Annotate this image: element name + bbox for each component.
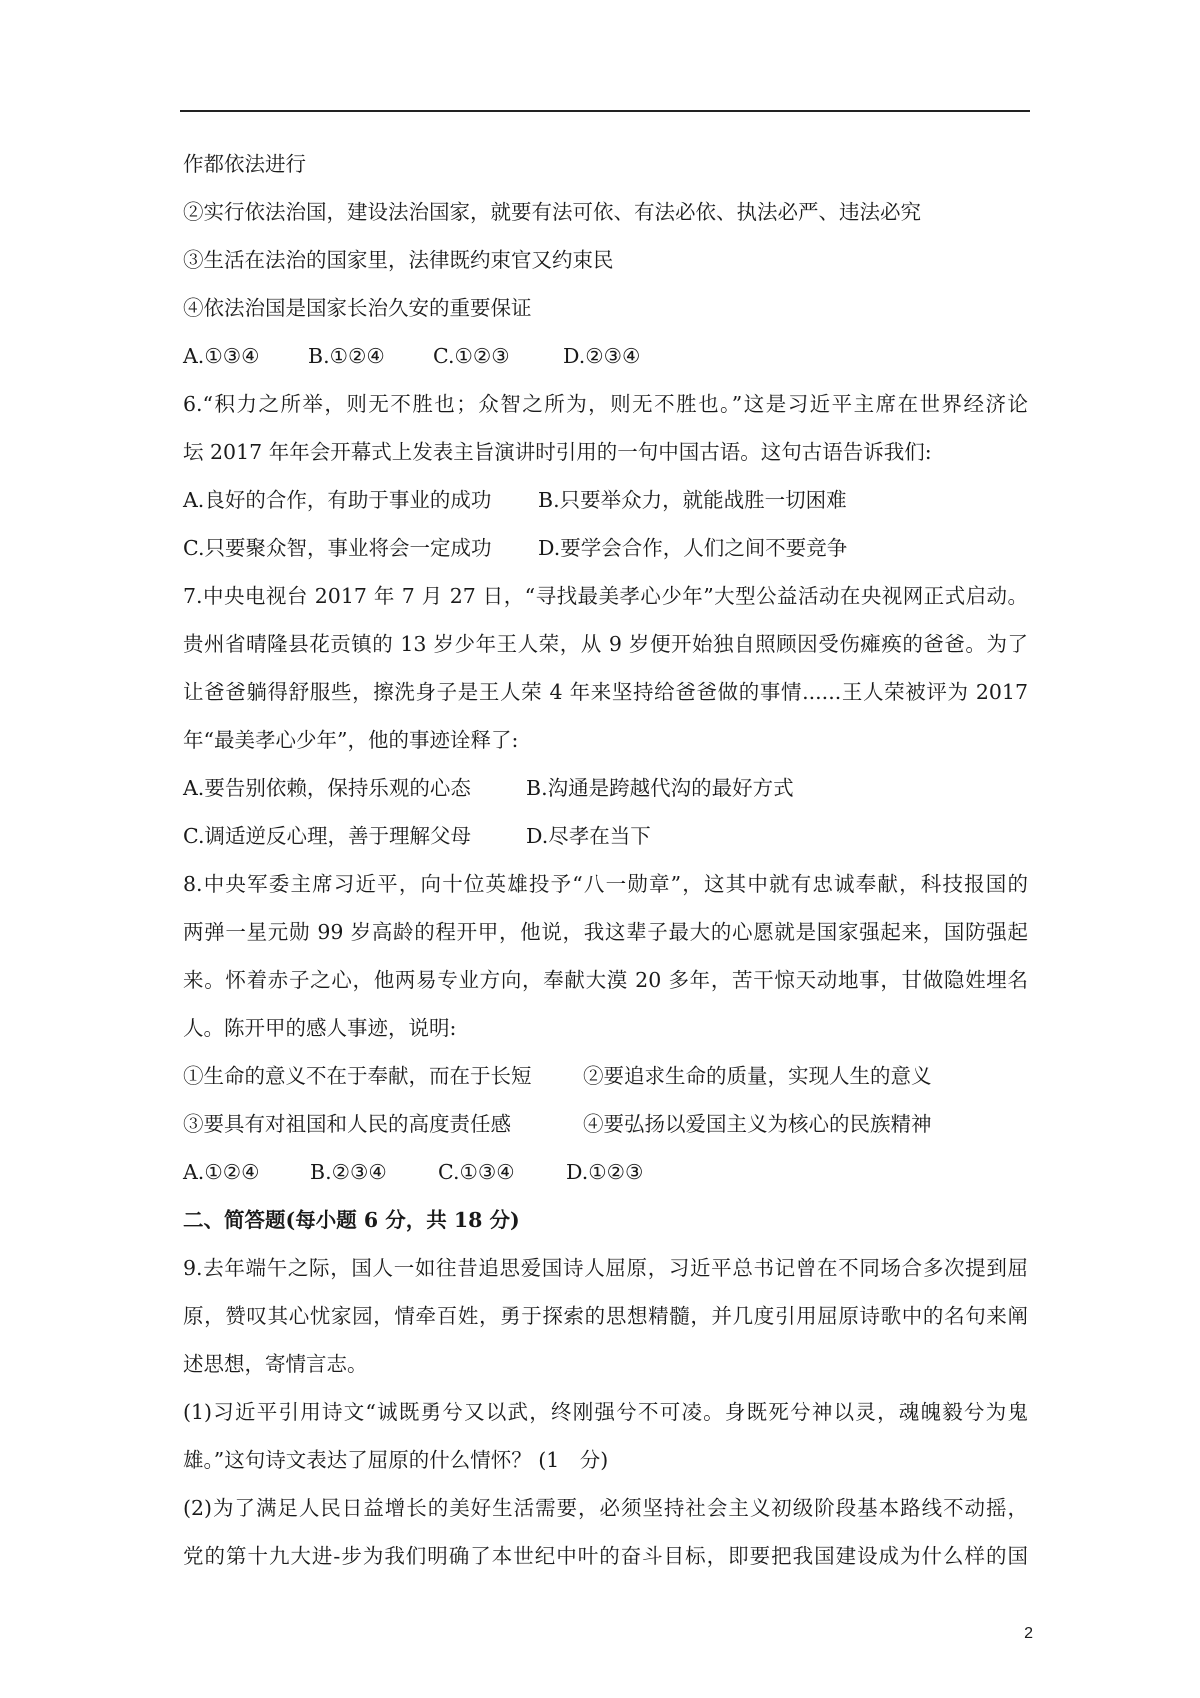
- question-9-part-1: (1)习近平引用诗文“诚既勇兮又以武，终刚强兮不可凌。身既死兮神以灵，魂魄毅兮为鬼: [183, 1400, 1028, 1424]
- option-a: A.要告别依赖，保持乐观的心态: [183, 776, 471, 800]
- option-c: C.①②③: [433, 344, 510, 368]
- answer-options: [183, 812, 1028, 860]
- continuation-line: 作都依法进行: [183, 152, 306, 176]
- answer-options: [183, 764, 1028, 812]
- header-rule: [180, 110, 1030, 112]
- option-a: A.①③④: [183, 344, 260, 368]
- section-heading: 二、简答题(每小题 6 分，共 18 分): [183, 1208, 520, 1232]
- question-9-stem: 9.去年端午之际，国人一如往昔追思爱国诗人屈原，习近平总书记曾在不同场合多次提到屈: [183, 1256, 1028, 1280]
- statement-item: ③要具有对祖国和人民的高度责任感: [183, 1112, 511, 1136]
- question-8-stem: 人。陈开甲的感人事迹，说明:: [183, 1016, 457, 1040]
- question-8-stem: 8.中央军委主席习近平，向十位英雄投予“八一勋章”，这其中就有忠诚奉献，科技报国的: [183, 872, 1028, 896]
- question-6-stem: 6.“积力之所举，则无不胜也；众智之所为，则无不胜也。”这是习近平主席在世界经济论: [183, 392, 1028, 416]
- statement-item: ①生命的意义不在于奉献，而在于长短: [183, 1064, 532, 1088]
- answer-options: [183, 524, 1028, 572]
- question-9-part-1: 雄。”这句诗文表达了屈原的什么情怀？ (1 分): [183, 1448, 609, 1472]
- option-d: D.①②③: [566, 1160, 644, 1184]
- option-b: B.沟通是跨越代沟的最好方式: [526, 776, 794, 800]
- option-d: D.要学会合作，人们之间不要竞争: [538, 536, 848, 560]
- question-7-stem: 贵州省晴隆县花贡镇的 13 岁少年王人荣，从 9 岁便开始独自照顾因受伤瘫痪的爸爸。为了: [183, 632, 1028, 656]
- page-content: [183, 140, 1028, 1580]
- statement-item: ②要追求生命的质量，实现人生的意义: [583, 1064, 932, 1088]
- answer-options: [183, 476, 1028, 524]
- statement-items: [183, 1100, 1028, 1148]
- option-b: B.②③④: [310, 1160, 387, 1184]
- option-c: C.①③④: [438, 1160, 515, 1184]
- option-c: C.只要聚众智，事业将会一定成功: [183, 536, 492, 560]
- question-9-part-2: 党的第十九大进-步为我们明确了本世纪中叶的奋斗目标，即要把我国建设成为什么样的国: [183, 1544, 1028, 1568]
- question-8-stem: 两弹一星元勋 99 岁高龄的程开甲，他说，我这辈子最大的心愿就是国家强起来，国防强起: [183, 920, 1028, 944]
- question-7-stem: 让爸爸躺得舒服些，擦洗身子是王人荣 4 年来坚持给爸爸做的事情......王人荣被评为 2017: [183, 680, 1028, 704]
- question-7-stem: 年“最美孝心少年”，他的事迹诠释了:: [183, 728, 519, 752]
- statement-item: ④依法治国是国家长治久安的重要保证: [183, 296, 532, 320]
- statement-item: ②实行依法治国，建设法治国家，就要有法可依、有法必依、执法必严、违法必究: [183, 200, 921, 224]
- answer-options: [183, 1148, 1028, 1196]
- page-number: 2: [1024, 1625, 1033, 1642]
- option-c: C.调适逆反心理，善于理解父母: [183, 824, 471, 848]
- option-a: A.良好的合作，有助于事业的成功: [183, 488, 492, 512]
- option-d: D.②③④: [563, 344, 641, 368]
- statement-item: ④要弘扬以爱国主义为核心的民族精神: [583, 1112, 932, 1136]
- option-a: A.①②④: [183, 1160, 260, 1184]
- question-9-stem: 原，赞叹其心忧家园，情牵百姓，勇于探索的思想精髓，并几度引用屈原诗歌中的名句来阐: [183, 1304, 1028, 1328]
- question-6-stem: 坛 2017 年年会开幕式上发表主旨演讲时引用的一句中国古语。这句古语告诉我们:: [183, 440, 932, 464]
- statement-items: [183, 1052, 1028, 1100]
- question-7-stem: 7.中央电视台 2017 年 7 月 27 日，“寻找最美孝心少年”大型公益活动在央视网正式启动。: [183, 584, 1028, 608]
- question-9-part-2: (2)为了满足人民日益增长的美好生活需要，必须坚持社会主义初级阶段基本路线不动摇，: [183, 1496, 1028, 1520]
- question-8-stem: 来。怀着赤子之心，他两易专业方向，奉献大漠 20 多年，苦干惊天动地事，甘做隐姓埋名: [183, 968, 1028, 992]
- option-d: D.尽孝在当下: [526, 824, 651, 848]
- question-9-stem: 述思想，寄情言志。: [183, 1352, 368, 1376]
- option-b: B.只要举众力，就能战胜一切困难: [538, 488, 847, 512]
- statement-item: ③生活在法治的国家里，法律既约束官又约束民: [183, 248, 614, 272]
- option-b: B.①②④: [308, 344, 385, 368]
- answer-options: [183, 332, 1028, 380]
